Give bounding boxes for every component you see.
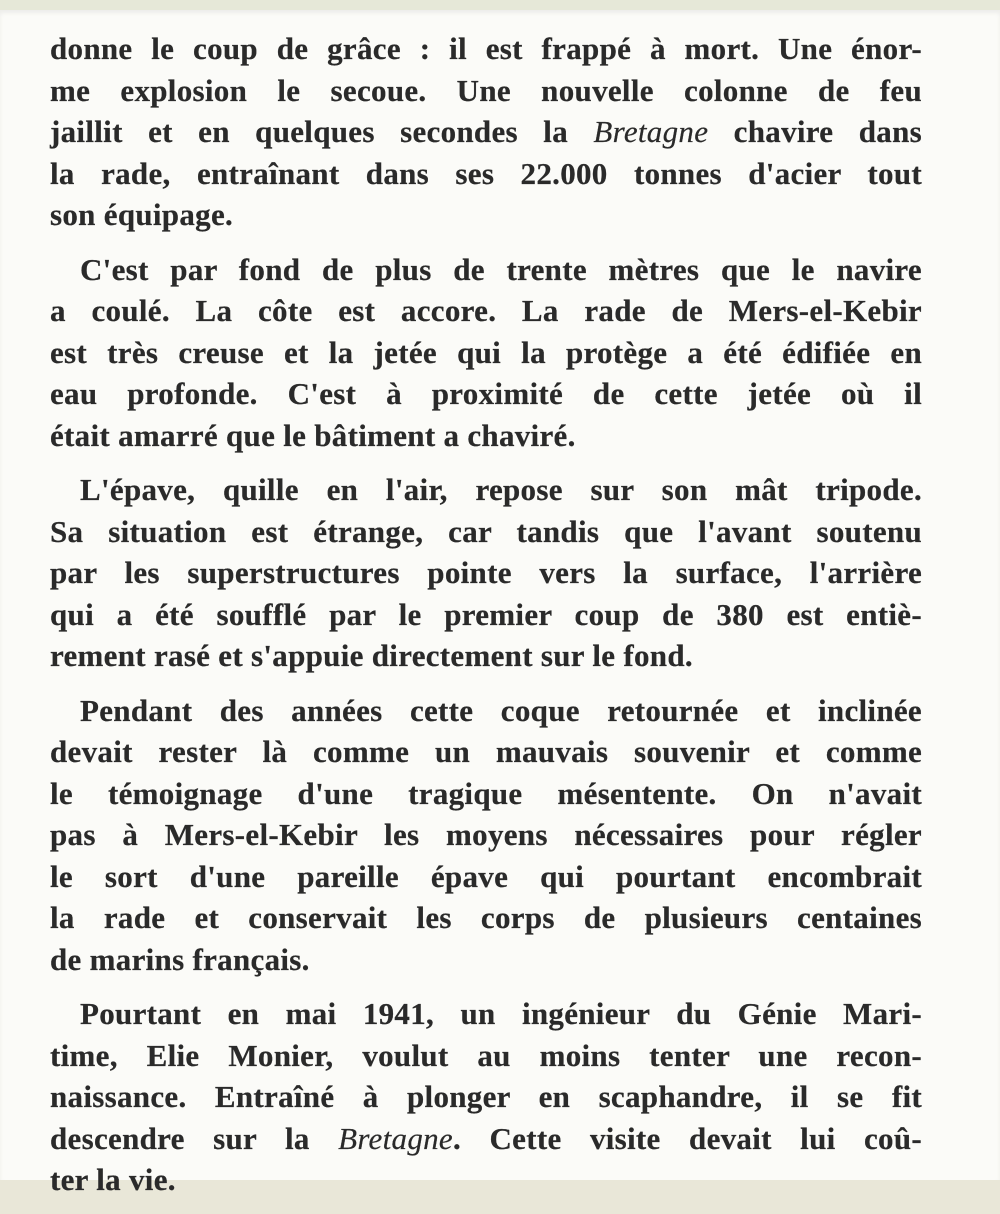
text-line (50, 1118, 922, 1160)
text-line: de marins français. (50, 941, 310, 977)
text-line: devait rester là comme un mauvais souvenir et comme (50, 734, 922, 769)
text-line: Sa situation est étrange, car tandis que l'avant soutenu (50, 513, 922, 549)
text-line: C'est par fond de plus de trente mètres que le navire (80, 251, 922, 287)
text-line: le sort d'une pareille épave qui pourtant encombrait (50, 858, 922, 894)
text-line: par les superstructures pointe vers la surface, l'arrière (50, 555, 922, 590)
text-line: était amarré que le bâtiment a chaviré. (50, 417, 576, 453)
text-segment: . Cette visite devait lui coû- (453, 1120, 922, 1156)
document-text (50, 28, 922, 1214)
text-line: la rade, entraînant dans ses 22.000 tonnes d'acier tout (50, 155, 922, 191)
text-segment: jaillit et en quelques secondes la (50, 114, 594, 149)
paragraph (50, 28, 922, 236)
text-line: est très creuse et la jetée qui la protège a été édifiée en (50, 334, 922, 370)
text-line: Pourtant en mai 1941, un ingénieur du Génie Mari- (80, 996, 922, 1031)
text-line: time, Elie Monier, voulut au moins tenter une recon- (50, 1037, 922, 1073)
text-segment: chavire dans (708, 114, 922, 149)
text-line: a coulé. La côte est accore. La rade de Mers-el-Kebir (50, 293, 922, 328)
text-line: pas à Mers-el-Kebir les moyens nécessaires pour régler (50, 817, 922, 852)
italic-ship-name: Bretagne (338, 1120, 453, 1156)
paragraph (50, 993, 922, 1201)
text-line: naissance. Entraîné à plonger en scaphandre, il se fit (50, 1079, 922, 1114)
paragraph (50, 249, 922, 457)
text-line: L'épave, quille en l'air, repose sur son mât tripode. (80, 472, 922, 507)
text-line: qui a été soufflé par le premier coup de 380 est entiè- (50, 596, 922, 632)
text-segment: descendre sur la (50, 1120, 339, 1156)
text-line: rement rasé et s'appuie directement sur le fond. (50, 638, 693, 673)
text-line: me explosion le secoue. Une nouvelle colonne de feu (50, 72, 922, 108)
text-line: ter la vie. (50, 1162, 176, 1197)
text-line (50, 111, 922, 153)
text-line: donne le coup de grâce : il est frappé à mort. Une énor- (50, 31, 922, 66)
paragraph (50, 469, 922, 677)
text-line: son équipage. (50, 197, 234, 232)
top-border (0, 0, 1000, 10)
text-line: Pendant des années cette coque retournée et inclinée (80, 692, 922, 728)
paragraph (50, 690, 922, 981)
text-line: le témoignage d'une tragique mésentente. On n'avait (50, 775, 922, 811)
italic-ship-name: Bretagne (593, 114, 709, 149)
text-line: eau profonde. C'est à proximité de cette jetée où il (50, 376, 922, 411)
text-line: la rade et conservait les corps de plusieurs centaines (50, 900, 922, 935)
document-page (0, 10, 1000, 1197)
